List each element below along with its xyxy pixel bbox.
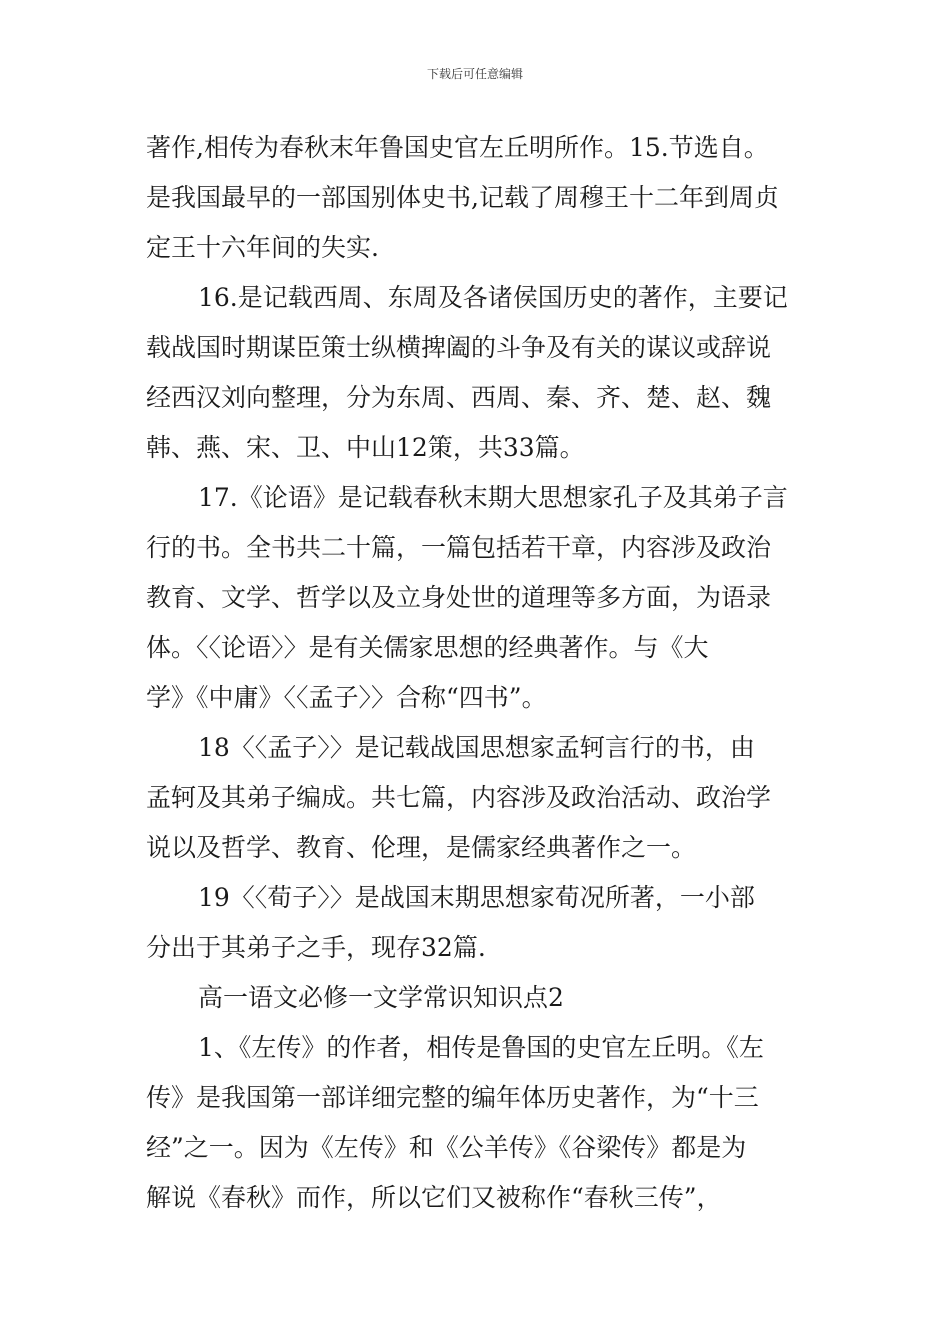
text-line: 说以及哲学、教育、伦理，是儒家经典著作之一。 <box>146 833 697 862</box>
text-line: 解说《春秋》而作，所以它们又被称作“春秋三传”， <box>146 1183 722 1212</box>
document-body <box>146 127 811 1227</box>
section-heading: 高一语文必修一文学常识知识点2 <box>198 983 564 1012</box>
text-line: 定王十六年间的失实. <box>146 233 379 262</box>
paragraph-18-start: 18〈〈孟子〉〉是记载战国思想家孟轲言行的书，由 <box>198 733 755 762</box>
paragraph-16-start: 16.是记载西周、东周及各诸侯国历史的著作，主要记 <box>198 283 788 312</box>
text-line: 教育、文学、哲学以及立身处世的道理等多方面，为语录 <box>146 583 772 612</box>
text-line: 孟轲及其弟子编成。共七篇，内容涉及政治活动、政治学 <box>146 783 772 812</box>
text-line: 是我国最早的一部国别体史书,记载了周穆王十二年到周贞 <box>146 183 779 212</box>
text-line: 著作,相传为春秋末年鲁国史官左丘明所作。15.节选自。 <box>146 133 769 162</box>
paragraph-1-start: 1、《左传》的作者，相传是鲁国的史官左丘明。《左 <box>198 1033 764 1062</box>
paragraph-17-start: 17.《论语》是记载春秋末期大思想家孔子及其弟子言 <box>198 483 788 512</box>
text-line: 行的书。全书共二十篇，一篇包括若干章，内容涉及政治 <box>146 533 772 562</box>
text-line: 传》是我国第一部详细完整的编年体历史著作，为“十三 <box>146 1083 759 1112</box>
page-header-note: 下载后可任意编辑 <box>426 67 523 81</box>
text-line: 韩、燕、宋、卫、中山12策，共33篇。 <box>146 433 585 462</box>
text-line: 经”之一。因为《左传》和《公羊传》《谷梁传》都是为 <box>146 1133 747 1162</box>
paragraph-19-start: 19〈〈荀子〉〉是战国末期思想家荀况所著，一小部 <box>198 883 755 912</box>
text-line: 体。〈〈论语〉〉是有关儒家思想的经典著作。与《大 <box>146 633 709 662</box>
text-line: 经西汉刘向整理，分为东周、西周、秦、齐、楚、赵、魏 <box>146 383 772 412</box>
text-line: 学》《中庸》〈〈孟子〉〉合称“四书”。 <box>146 683 547 712</box>
text-line: 分出于其弟子之手，现存32篇. <box>146 933 486 962</box>
text-line: 载战国时期谋臣策士纵横捭阖的斗争及有关的谋议或辞说 <box>146 333 772 362</box>
